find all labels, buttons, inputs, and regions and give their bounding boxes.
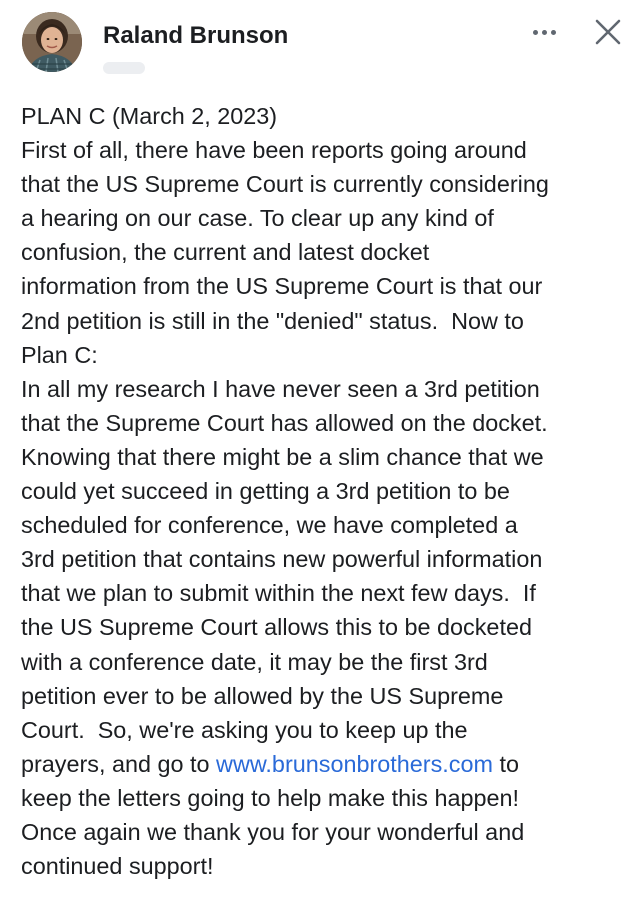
more-options-button[interactable] <box>526 20 562 44</box>
post-line: continued support! <box>21 853 214 880</box>
more-horizontal-icon <box>551 30 556 35</box>
post-line: keep the letters going to help make this happen! <box>21 784 520 811</box>
close-button[interactable] <box>592 16 624 48</box>
post-line: that the US Supreme Court is currently considering <box>21 171 549 198</box>
post-line: Plan C: <box>21 341 98 368</box>
post-line-text: prayers, and go to <box>21 750 217 777</box>
post-line: a hearing on our case. To clear up any kind of <box>21 205 494 232</box>
post-line: 2nd petition is still in the "denied" status. Now to <box>21 307 524 334</box>
post-line: petition ever to be allowed by the US Supreme <box>21 682 504 709</box>
post-header <box>0 0 642 90</box>
post-line: First of all, there have been reports going around <box>21 137 527 164</box>
post-line: that the Supreme Court has allowed on the docket. <box>21 409 548 436</box>
profile-photo-icon <box>22 12 82 72</box>
post-line: Once again we thank you for your wonderful and <box>21 818 525 845</box>
more-horizontal-icon <box>542 30 547 35</box>
post-line: with a conference date, it may be the first 3rd <box>21 648 488 675</box>
post-line: In all my research I have never seen a 3rd petition <box>21 375 540 402</box>
post-line: PLAN C (March 2, 2023) <box>21 103 278 129</box>
post-line-text: to <box>492 750 519 777</box>
post-line: confusion, the current and latest docket <box>21 239 430 266</box>
post-line: that we plan to submit within the next few days. If <box>21 580 536 607</box>
avatar[interactable] <box>22 12 82 72</box>
post-line: scheduled for conference, we have completed a <box>21 512 518 539</box>
post-line: could yet succeed in getting a 3rd petition to be <box>21 478 510 505</box>
timestamp-placeholder <box>103 62 145 74</box>
post-text <box>21 99 633 883</box>
post-line: Court. So, we're asking you to keep up the <box>21 716 468 743</box>
close-icon <box>592 16 624 48</box>
post-line: 3rd petition that contains new powerful information <box>21 546 543 573</box>
post-line: Knowing that there might be a slim chance that we <box>21 443 544 470</box>
website-link[interactable]: www.brunsonbrothers.com <box>216 750 493 777</box>
post-line: the US Supreme Court allows this to be docketed <box>21 614 532 641</box>
author-name[interactable]: Raland Brunson <box>103 22 289 49</box>
post-line-with-link <box>21 747 633 781</box>
post-line: information from the US Supreme Court is that our <box>21 273 543 300</box>
more-horizontal-icon <box>533 30 538 35</box>
